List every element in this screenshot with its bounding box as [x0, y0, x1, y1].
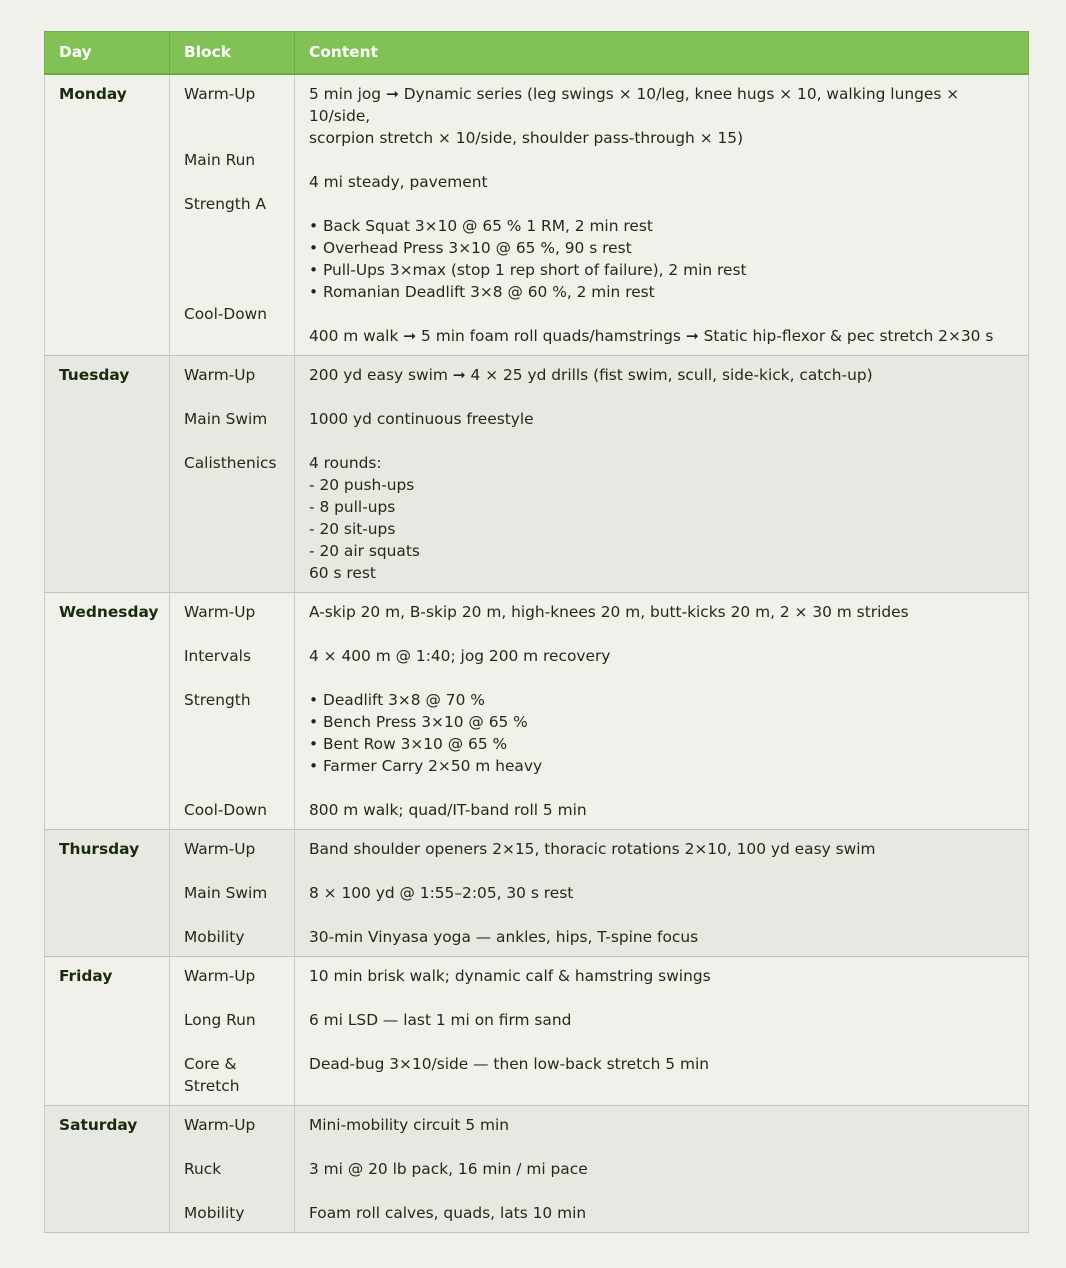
block-label — [184, 1136, 280, 1180]
content-entry — [309, 860, 1014, 904]
content-line: Foam roll calves, quads, lats 10 min — [309, 1204, 587, 1222]
block-line: Cool-Down — [184, 801, 268, 819]
content-cell — [295, 593, 1029, 830]
content-entry — [309, 1136, 1014, 1180]
block-label — [184, 860, 280, 904]
content-entry — [309, 593, 1014, 623]
block-line: Cool-Down — [184, 305, 268, 323]
block-line — [184, 540, 280, 562]
block-line: Main Swim — [184, 884, 268, 902]
content-line: • Deadlift 3×8 @ 70 % — [309, 691, 485, 709]
block-label — [184, 623, 280, 667]
block-line — [184, 562, 280, 584]
header-content: Content — [295, 32, 1029, 75]
content-line: 10 min brisk walk; dynamic calf & hamstring swings — [309, 967, 711, 985]
schedule-container — [44, 31, 1028, 1233]
block-label — [184, 1106, 280, 1136]
block-line: Warm-Up — [184, 85, 256, 103]
block-label — [184, 430, 280, 584]
day-cell: Monday — [45, 74, 170, 356]
content-line: 800 m walk; quad/IT-band roll 5 min — [309, 801, 587, 819]
content-line: 1000 yd continuous freestyle — [309, 410, 534, 428]
block-label — [184, 593, 280, 623]
content-line: 30-min Vinyasa yoga — ankles, hips, T-spine focus — [309, 928, 699, 946]
content-line: • Romanian Deadlift 3×8 @ 60 %, 2 min rest — [309, 283, 655, 301]
block-line: Intervals — [184, 647, 251, 665]
block-label — [184, 127, 280, 171]
block-label — [184, 1031, 280, 1097]
content-line: 400 m walk ➞ 5 min foam roll quads/hamstrings ➞ Static hip-flexor & pec stretch 2×30 s — [309, 327, 994, 345]
block-line — [184, 733, 280, 755]
day-cell: Friday — [45, 957, 170, 1106]
block-cell — [170, 593, 295, 830]
content-cell — [295, 830, 1029, 957]
block-line: Main Run — [184, 151, 256, 169]
content-entry — [309, 75, 1014, 149]
block-label — [184, 777, 280, 821]
content-entry — [309, 303, 1014, 347]
block-label — [184, 987, 280, 1031]
block-line: Ruck — [184, 1160, 222, 1178]
content-line: 200 yd easy swim ➞ 4 × 25 yd drills (fist swim, scull, side-kick, catch-up) — [309, 366, 873, 384]
day-cell: Thursday — [45, 830, 170, 957]
block-cell — [170, 957, 295, 1106]
block-label — [184, 281, 280, 325]
content-line: - 20 air squats — [309, 542, 420, 560]
content-entry — [309, 777, 1014, 821]
block-cell — [170, 356, 295, 593]
content-cell — [295, 957, 1029, 1106]
block-line — [184, 496, 280, 518]
block-line: Core & — [184, 1055, 237, 1073]
content-entry — [309, 623, 1014, 667]
block-cell — [170, 1106, 295, 1233]
content-line: Band shoulder openers 2×15, thoracic rotations 2×10, 100 yd easy swim — [309, 840, 876, 858]
content-line: 4 × 400 m @ 1:40; jog 200 m recovery — [309, 647, 611, 665]
table-row — [45, 593, 1029, 830]
block-label — [184, 904, 280, 948]
block-cell — [170, 74, 295, 356]
content-line: • Farmer Carry 2×50 m heavy — [309, 757, 543, 775]
content-entry — [309, 957, 1014, 987]
content-entry — [309, 149, 1014, 193]
content-line: A-skip 20 m, B-skip 20 m, high-knees 20 m, butt-kicks 20 m, 2 × 30 m strides — [309, 603, 909, 621]
block-line — [184, 518, 280, 540]
block-line: Warm-Up — [184, 967, 256, 985]
block-line: Long Run — [184, 1011, 256, 1029]
block-line: Strength A — [184, 195, 266, 213]
content-entry — [309, 830, 1014, 860]
block-label — [184, 1180, 280, 1224]
content-line: • Pull-Ups 3×max (stop 1 rep short of failure), 2 min rest — [309, 261, 747, 279]
header-row — [45, 32, 1029, 75]
content-cell — [295, 356, 1029, 593]
block-line — [184, 755, 280, 777]
block-line: Warm-Up — [184, 1116, 256, 1134]
block-line — [184, 259, 280, 281]
table-row — [45, 74, 1029, 356]
content-entry — [309, 667, 1014, 777]
content-line: 5 min jog ➞ Dynamic series (leg swings × 10/leg, knee hugs × 10, walking lunges × 10/side, — [309, 85, 965, 125]
table-body — [45, 74, 1029, 1233]
day-cell: Wednesday — [45, 593, 170, 830]
table-row — [45, 356, 1029, 593]
block-line — [184, 711, 280, 733]
block-line: Mobility — [184, 928, 245, 946]
content-line: • Back Squat 3×10 @ 65 % 1 RM, 2 min rest — [309, 217, 653, 235]
content-line: scorpion stretch × 10/side, shoulder pass-through × 15) — [309, 129, 744, 147]
block-label — [184, 957, 280, 987]
content-entry — [309, 430, 1014, 584]
block-line: Warm-Up — [184, 603, 256, 621]
content-line — [309, 1075, 1014, 1097]
block-line: Warm-Up — [184, 840, 256, 858]
block-line: Calisthenics — [184, 454, 277, 472]
block-label — [184, 356, 280, 386]
training-schedule-table — [44, 31, 1029, 1233]
block-line: Warm-Up — [184, 366, 256, 384]
table-row — [45, 1106, 1029, 1233]
block-line: Strength — [184, 691, 251, 709]
content-cell — [295, 1106, 1029, 1233]
header-day: Day — [45, 32, 170, 75]
content-line: - 20 push-ups — [309, 476, 415, 494]
block-label — [184, 667, 280, 777]
content-entry — [309, 386, 1014, 430]
content-entry — [309, 356, 1014, 386]
content-line: • Bent Row 3×10 @ 65 % — [309, 735, 508, 753]
content-line: • Bench Press 3×10 @ 65 % — [309, 713, 528, 731]
content-line: 6 mi LSD — last 1 mi on firm sand — [309, 1011, 572, 1029]
content-entry — [309, 193, 1014, 303]
content-line: 60 s rest — [309, 564, 376, 582]
block-line: Mobility — [184, 1204, 245, 1222]
block-line — [184, 237, 280, 259]
content-entry — [309, 1106, 1014, 1136]
content-line: Mini-mobility circuit 5 min — [309, 1116, 510, 1134]
content-line: 8 × 100 yd @ 1:55–2:05, 30 s rest — [309, 884, 574, 902]
content-line: 3 mi @ 20 lb pack, 16 min / mi pace — [309, 1160, 588, 1178]
block-line — [184, 215, 280, 237]
table-row — [45, 830, 1029, 957]
content-line: 4 mi steady, pavement — [309, 173, 488, 191]
block-cell — [170, 830, 295, 957]
content-entry — [309, 1031, 1014, 1097]
table-row — [45, 957, 1029, 1106]
day-cell: Tuesday — [45, 356, 170, 593]
content-line: 4 rounds: — [309, 454, 382, 472]
header-block: Block — [170, 32, 295, 75]
block-label — [184, 75, 280, 127]
block-line — [184, 474, 280, 496]
block-label — [184, 171, 280, 281]
content-line: - 8 pull-ups — [309, 498, 396, 516]
content-entry — [309, 904, 1014, 948]
content-line: - 20 sit-ups — [309, 520, 396, 538]
block-line — [184, 105, 280, 127]
content-line: Dead-bug 3×10/side — then low-back stretch 5 min — [309, 1055, 709, 1073]
block-line: Stretch — [184, 1077, 240, 1095]
content-entry — [309, 987, 1014, 1031]
content-entry — [309, 1180, 1014, 1224]
day-cell: Saturday — [45, 1106, 170, 1233]
block-line: Main Swim — [184, 410, 268, 428]
content-line: • Overhead Press 3×10 @ 65 %, 90 s rest — [309, 239, 632, 257]
block-label — [184, 830, 280, 860]
block-label — [184, 386, 280, 430]
table-header — [45, 32, 1029, 75]
content-cell — [295, 74, 1029, 356]
